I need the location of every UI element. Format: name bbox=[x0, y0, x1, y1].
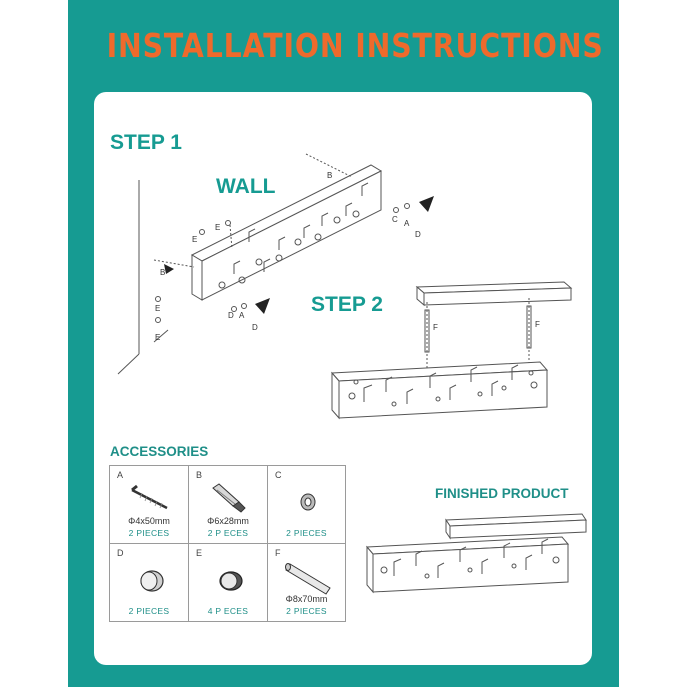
accessory-size: Φ4x50mm bbox=[128, 516, 170, 526]
accessory-qty: 2 PIECES bbox=[286, 606, 327, 616]
accessory-size: Φ8x70mm bbox=[285, 594, 328, 604]
accessory-letter: A bbox=[117, 470, 124, 480]
accessory-letter: B bbox=[196, 470, 203, 480]
accessory-qty: 2 PIECES bbox=[128, 528, 170, 538]
accessory-size: Φ6x28mm bbox=[207, 516, 249, 526]
part-label-a: A bbox=[239, 311, 245, 320]
part-label-d: D bbox=[252, 323, 258, 332]
accessory-letter: D bbox=[117, 548, 124, 558]
part-label-d: D bbox=[415, 230, 421, 239]
step1-heading: STEP 1 bbox=[110, 131, 182, 154]
part-label-e: E bbox=[192, 235, 198, 244]
accessory-qty: 2 PIECES bbox=[128, 606, 170, 616]
part-label-e: E bbox=[215, 223, 221, 232]
accessory-qty: 2 P ECES bbox=[207, 528, 249, 538]
accessory-cell-f bbox=[268, 544, 345, 621]
accessory-letter: E bbox=[196, 548, 203, 558]
accessory-cell-e bbox=[189, 544, 268, 621]
accessory-cell-b bbox=[189, 466, 268, 544]
part-label-b: B bbox=[160, 268, 166, 277]
part-label-f: F bbox=[535, 320, 540, 329]
part-label-f: F bbox=[433, 323, 438, 332]
part-label-e: E bbox=[155, 304, 161, 313]
step2-heading: STEP 2 bbox=[311, 293, 383, 316]
accessory-qty: 2 PIECES bbox=[286, 528, 327, 538]
page-title: INSTALLATION INSTRUCTIONS bbox=[106, 26, 604, 65]
part-label-e: E bbox=[155, 333, 161, 342]
part-label-b: B bbox=[327, 171, 333, 180]
instruction-sheet bbox=[68, 0, 619, 687]
part-label-c: C bbox=[392, 215, 398, 224]
part-label-a: A bbox=[404, 219, 410, 228]
accessory-cell-d bbox=[110, 544, 189, 621]
accessory-cell-c bbox=[268, 466, 345, 544]
step2-shelf-assembly-diagram bbox=[94, 92, 592, 452]
accessory-letter: F bbox=[275, 548, 281, 558]
accessories-heading: ACCESSORIES bbox=[110, 444, 209, 459]
wall-label: WALL bbox=[216, 175, 276, 198]
instruction-card bbox=[94, 92, 592, 665]
accessory-letter: C bbox=[275, 470, 282, 480]
accessory-cell-a bbox=[110, 466, 189, 544]
finished-product-heading: FINISHED PRODUCT bbox=[435, 486, 569, 501]
accessories-table bbox=[109, 465, 346, 622]
accessory-qty: 4 P ECES bbox=[207, 606, 249, 616]
part-label-d: D bbox=[228, 311, 234, 320]
